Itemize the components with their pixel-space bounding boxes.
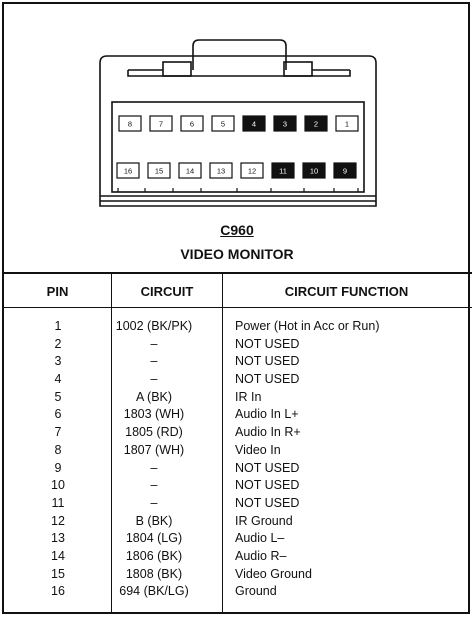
pin-label-2: 2 (313, 119, 319, 129)
pin-row-top (119, 116, 358, 131)
circuit-function: Audio In R+ (235, 425, 301, 440)
table-row (0, 566, 474, 584)
circuit-function: NOT USED (235, 372, 300, 387)
circuit-function: NOT USED (235, 354, 300, 369)
pin-label-8: 8 (127, 119, 133, 129)
table-row (0, 495, 474, 513)
circuit-code: 694 (BK/LG) (119, 584, 189, 599)
table-row (0, 353, 474, 371)
circuit-function: NOT USED (235, 478, 300, 493)
circuit-function: Video In (235, 442, 281, 457)
pin-number: 4 (54, 372, 62, 387)
pin-table-body (0, 318, 474, 601)
pin-number: 6 (54, 407, 62, 422)
pin-label-15: 15 (154, 166, 164, 176)
table-row (0, 318, 474, 336)
pin-number: 13 (51, 531, 65, 546)
pin-number: 11 (51, 495, 65, 510)
header-circuit: CIRCUIT (140, 284, 194, 299)
pin-number: 1 (54, 319, 62, 333)
table-row (0, 548, 474, 566)
pin-number: 8 (54, 442, 62, 457)
header-divider (2, 307, 472, 308)
table-row (0, 583, 474, 601)
circuit-function: Audio L– (235, 531, 285, 546)
pin-label-12: 12 (247, 166, 257, 176)
circuit-function: Audio In L+ (235, 407, 299, 422)
connector-latch (193, 40, 286, 70)
circuit-code: A (BK) (135, 389, 173, 404)
header-pin: PIN (46, 284, 69, 299)
pin-label-11: 11 (279, 166, 287, 176)
table-row (0, 530, 474, 548)
table-top-border (2, 272, 472, 274)
pin-number: 7 (54, 425, 62, 440)
circuit-code: 1803 (WH) (123, 407, 185, 422)
circuit-function: Video Ground (235, 566, 312, 581)
circuit-code: – (150, 372, 158, 387)
connector-tab-left (163, 62, 191, 76)
pin-label-7: 7 (158, 119, 164, 129)
circuit-code: – (150, 354, 158, 369)
pin-number: 9 (54, 460, 62, 475)
connector-name: C960 (220, 222, 254, 238)
pin-label-14: 14 (185, 166, 195, 176)
pin-number: 10 (51, 478, 65, 493)
table-row (0, 406, 474, 424)
connector-description: VIDEO MONITOR (180, 246, 294, 262)
pin-label-6: 6 (189, 119, 195, 129)
table-row (0, 513, 474, 531)
pin-label-1: 1 (344, 119, 350, 129)
circuit-code: 1806 (BK) (125, 548, 183, 563)
circuit-code: – (150, 495, 158, 510)
circuit-code: 1808 (BK) (125, 566, 183, 581)
pin-label-10: 10 (309, 166, 319, 176)
table-row (0, 336, 474, 354)
pin-number: 5 (54, 389, 62, 404)
pin-number: 14 (51, 548, 65, 563)
table-row (0, 371, 474, 389)
table-row (0, 442, 474, 460)
circuit-code: B (BK) (135, 513, 173, 528)
circuit-code: 1805 (RD) (125, 425, 183, 440)
circuit-code: 1002 (BK/PK) (115, 319, 193, 333)
pin-number: 12 (51, 513, 65, 528)
pin-number: 15 (51, 566, 65, 581)
pin-label-3: 3 (282, 119, 288, 129)
circuit-function: Audio R– (235, 548, 287, 563)
circuit-code: – (150, 336, 158, 351)
circuit-function: NOT USED (235, 336, 300, 351)
table-row (0, 389, 474, 407)
pin-label-16: 16 (123, 166, 133, 176)
table-row (0, 460, 474, 478)
circuit-code: – (150, 478, 158, 493)
connector-diagram (0, 0, 474, 215)
circuit-code: – (150, 460, 158, 475)
circuit-code: 1804 (LG) (125, 531, 183, 546)
circuit-function: Power (Hot in Acc or Run) (235, 319, 380, 333)
header-circuit-function: CIRCUIT FUNCTION (284, 284, 409, 299)
pin-number: 3 (54, 354, 62, 369)
pin-row-bottom (117, 163, 356, 178)
circuit-function: IR In (235, 389, 262, 404)
pin-label-4: 4 (251, 119, 257, 129)
pin-number: 2 (54, 336, 62, 351)
pin-label-13: 13 (216, 166, 226, 176)
table-row (0, 477, 474, 495)
pin-label-5: 5 (220, 119, 226, 129)
circuit-code: 1807 (WH) (123, 442, 185, 457)
circuit-function: IR Ground (235, 513, 293, 528)
table-row (0, 424, 474, 442)
circuit-function: NOT USED (235, 460, 300, 475)
circuit-function: NOT USED (235, 495, 300, 510)
circuit-function: Ground (235, 584, 277, 599)
pin-label-9: 9 (342, 166, 348, 176)
connector-tab-right (284, 62, 312, 76)
pin-number: 16 (51, 584, 65, 599)
